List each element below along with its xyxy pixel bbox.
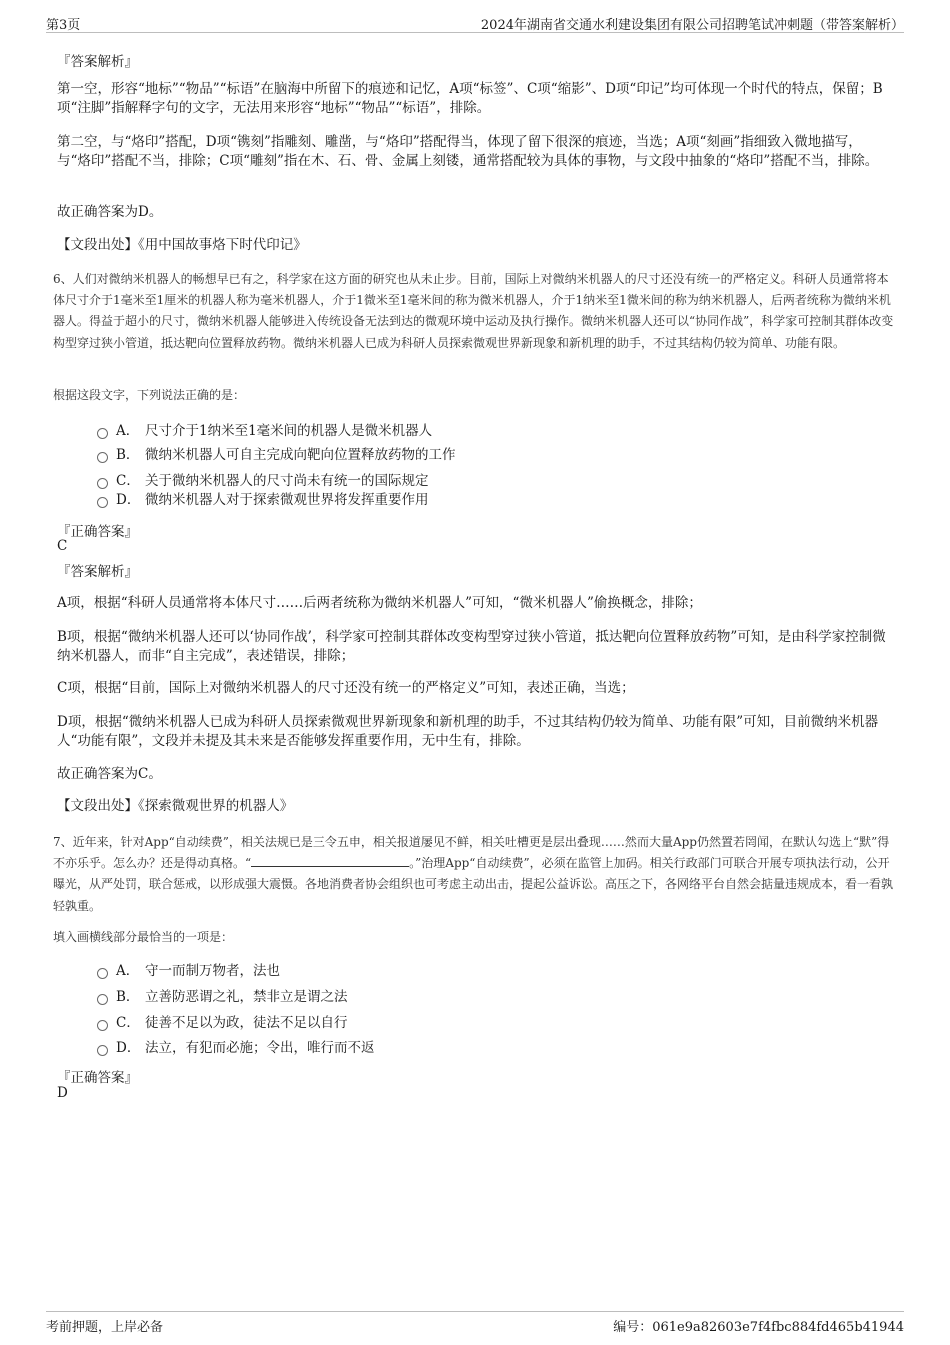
option-b[interactable]: B． 微纳米机器人可自主完成向靶向位置释放药物的工作: [97, 446, 456, 464]
radio-icon[interactable]: [97, 1045, 108, 1056]
analysis-paragraph: 第二空，与“烙印”搭配，D项“镌刻”指雕刻、雕凿，与“烙印”搭配得当，体现了留下很深的痕迹，当选；A项“刻画”指细致入微地描写，与“烙印”搭配不当，排除；C项“雕刻”指在木、石、骨、金属上刻镂，通常搭配较为具体的事物，与文段中抽象的“烙印”搭配不当，排除。: [57, 134, 879, 169]
answer-value: C: [57, 538, 68, 554]
source: 【文段出处】《用中国故事烙下时代印记》: [57, 237, 307, 253]
question-passage: 7、近年来，针对App“自动续费”，相关法规已是三令五申，相关报道屡见不鲜，相关吐槽更是层出叠现……然而大量App仍然置若罔闻，在默认勾选上“默”得不亦乐乎。怎么办？还是得动真格。“ 。”治理App“自动续费”，必须在监管上加码。相关行政部门可联合开展专项执法行动，公开曝光，从严处罚，联合惩戒，以形成强大震慑。各地消费者协会组织也可考虑主动出击，提起公益诉讼。高压之下，各网络平台自然会掂量违规成本，看一看孰轻孰重。: [53, 835, 894, 913]
radio-icon[interactable]: [97, 428, 108, 439]
document-id: 编号：061e9a82603e7f4fbc884fd465b41944: [613, 1320, 904, 1335]
fill-blank: [251, 854, 409, 867]
question-passage: 6、人们对微纳米机器人的畅想早已有之，科学家在这方面的研究也从未止步。目前，国际上对微纳米机器人的尺寸还没有统一的严格定义。科研人员通常将本体尺寸介于1毫米至1厘米的机器人称为毫米机器人，介于1微米至1毫米间的称为微米机器人，介于1纳米至1微米间的称为纳米机器人，后两者统称为微纳米机器人。得益于超小的尺寸，微纳米机器人能够进入传统设备无法到达的微观环境中运动及执行操作。微纳米机器人还可以“协同作战”，科学家可控制其群体改变构型穿过狭小管道，抵达靶向位置释放药物。微纳米机器人已成为科研人员探索微观世界新现象和新机理的助手，不过其结构仍较为简单、功能有限。: [53, 272, 894, 350]
page-footer: [46, 1311, 904, 1340]
analysis-paragraph: D项，根据“微纳米机器人已成为科研人员探索微观世界新现象和新机理的助手，不过其结构仍较为简单、功能有限”可知，目前微纳米机器人“功能有限”，文段并未提及其未来是否能够发挥重要作用，无中生有，排除。: [57, 714, 879, 749]
answer-heading: 『正确答案』: [57, 524, 138, 540]
conclusion: 故正确答案为D。: [57, 204, 163, 220]
analysis-paragraph: C项，根据“目前，国际上对微纳米机器人的尺寸还没有统一的严格定义”可知，表述正确，当选；: [57, 680, 635, 696]
answer-heading: 『正确答案』: [57, 1070, 138, 1086]
question-prompt: 填入画横线部分最恰当的一项是：: [53, 930, 234, 944]
option-c[interactable]: C． 关于微纳米机器人的尺寸尚未有统一的国际规定: [97, 472, 429, 490]
source: 【文段出处】《探索微观世界的机器人》: [57, 798, 294, 814]
radio-icon[interactable]: [97, 452, 108, 463]
question-prompt: 根据这段文字，下列说法正确的是：: [53, 388, 246, 402]
option-c[interactable]: C． 徒善不足以为政，徒法不足以自行: [97, 1014, 348, 1032]
page-header: [46, 10, 904, 33]
analysis-heading: 『答案解析』: [57, 564, 138, 580]
analysis-paragraph: A项，根据“科研人员通常将本体尺寸……后两者统称为微纳米机器人”可知，“微米机器人”偷换概念，排除；: [57, 595, 702, 611]
document-title: 2024年湖南省交通水利建设集团有限公司招聘笔试冲刺题（带答案解析）: [480, 18, 904, 33]
option-d[interactable]: D． 微纳米机器人对于探索微观世界将发挥重要作用: [97, 491, 429, 509]
option-b[interactable]: B． 立善防恶谓之礼，禁非立是谓之法: [97, 988, 348, 1006]
answer-value: D: [57, 1085, 68, 1101]
radio-icon[interactable]: [97, 1020, 108, 1031]
analysis-heading: 『答案解析』: [57, 54, 138, 70]
page-number: 第3页: [46, 18, 81, 33]
option-a[interactable]: A． 尺寸介于1纳米至1毫米间的机器人是微米机器人: [97, 422, 432, 440]
radio-icon[interactable]: [97, 968, 108, 979]
analysis-paragraph: B项，根据“微纳米机器人还可以‘协同作战’，科学家可控制其群体改变构型穿过狭小管道，抵达靶向位置释放药物”可知，是由科学家控制微纳米机器人，而非“自主完成”，表述错误，排除；: [57, 629, 886, 664]
footer-slogan: 考前押题，上岸必备: [46, 1320, 164, 1335]
option-a[interactable]: A． 守一而制万物者，法也: [97, 962, 280, 980]
radio-icon[interactable]: [97, 994, 108, 1005]
conclusion: 故正确答案为C。: [57, 766, 162, 782]
radio-icon[interactable]: [97, 478, 108, 489]
analysis-paragraph: 第一空，形容“地标”“物品”“标语”在脑海中所留下的痕迹和记忆，A项“标签”、C项“缩影”、D项“印记”均可体现一个时代的特点，保留；B项“注脚”指解释字句的文字，无法用来形容“地标”“物品”“标语”，排除。: [57, 81, 883, 116]
option-d[interactable]: D． 法立，有犯而必施；令出，唯行而不返: [97, 1039, 375, 1057]
radio-icon[interactable]: [97, 497, 108, 508]
